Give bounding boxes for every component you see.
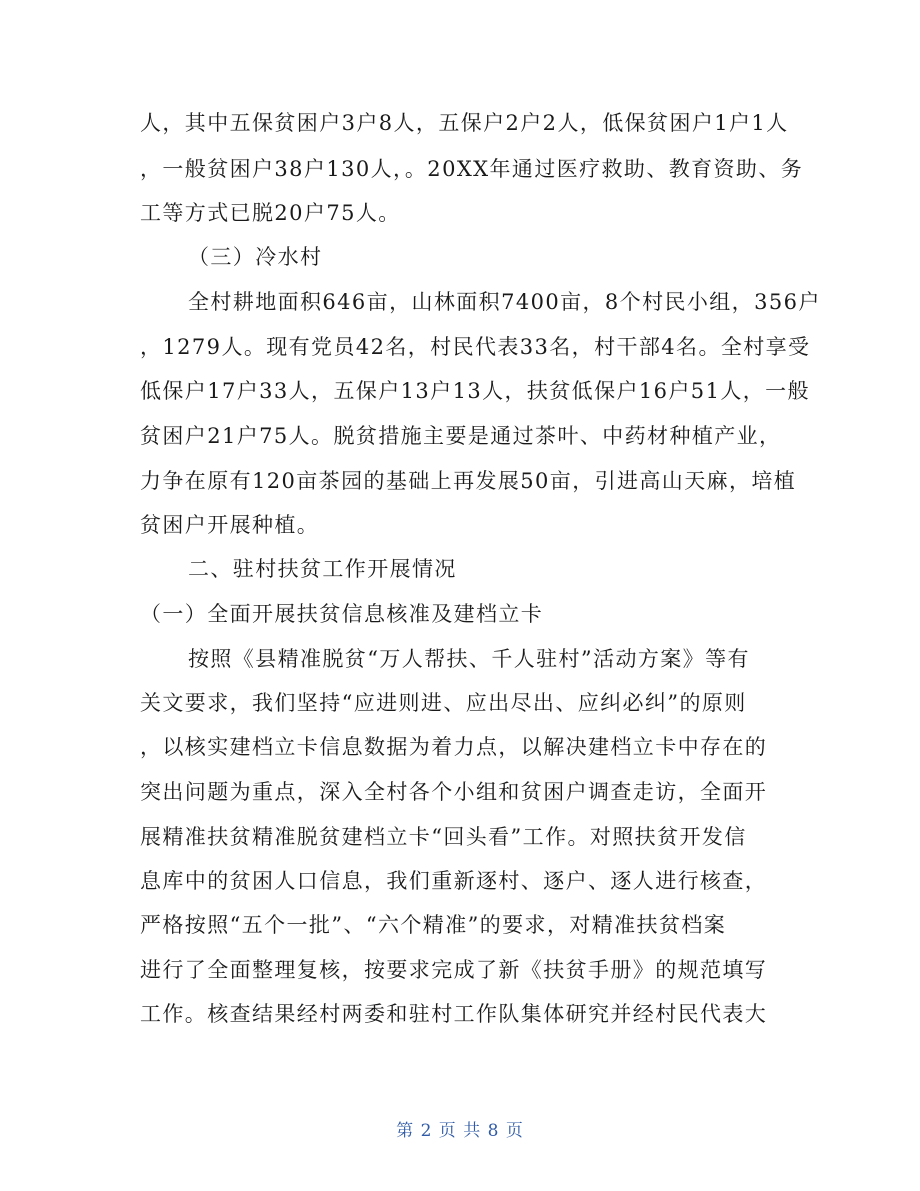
text-line: 力争在原有120亩茶园的基础上再发展50亩，引进高山天麻，培植 [140,469,797,493]
text-line: 严格按照“五个一批”、“六个精准”的要求，对精准扶贫档案 [140,913,727,937]
text-line: ，以核实建档立卡信息数据为着力点，以解决建档立卡中存在的 [140,735,768,759]
section-heading: （三）冷水村 [188,245,323,269]
text-line: ，1279人。现有党员42名，村民代表33名，村干部4名。全村享受 [140,335,811,359]
text-line: ，一般贫困户38户130人，。20XX年通过医疗救助、教育资助、务 [140,157,804,181]
text-line: 关文要求，我们坚持“应进则进、应出尽出、应纠必纠”的原则 [140,691,747,715]
section-heading: （一）全面开展扶贫信息核准及建档立卡 [140,602,544,626]
text-line: 全村耕地面积646亩，山林面积7400亩，8个村民小组，356户 [188,290,821,314]
page-number-footer: 第 2 页 共 8 页 [396,1121,524,1141]
text-line: 息库中的贫困人口信息，我们重新逐村、逐户、逐人进行核查， [140,869,768,893]
text-line: 工作。核查结果经村两委和驻村工作队集体研究并经村民代表大 [140,1002,768,1026]
text-line: 人，其中五保贫困户3户8人，五保户2户2人，低保贫困户1户1人 [140,111,789,135]
text-line: 贫困户开展种植。 [140,513,320,537]
text-line: 工等方式已脱20户75人。 [140,201,401,225]
text-line: 突出问题为重点，深入全村各个小组和贫困户调查走访，全面开 [140,780,768,804]
text-line: 低保户17户33人，五保户13户13人，扶贫低保户16户51人，一般 [140,379,810,403]
text-line: 按照《县精准脱贫“万人帮扶、千人驻村”活动方案》等有 [188,647,750,671]
section-heading: 二、驻村扶贫工作开展情况 [188,557,457,581]
text-line: 展精准扶贫精准脱贫建档立卡“回头看”工作。对照扶贫开发信 [140,825,747,849]
text-line: 进行了全面整理复核，按要求完成了新《扶贫手册》的规范填写 [140,958,768,982]
text-line: 贫困户21户75人。脱贫措施主要是通过茶叶、中药材种植产业， [140,424,782,448]
